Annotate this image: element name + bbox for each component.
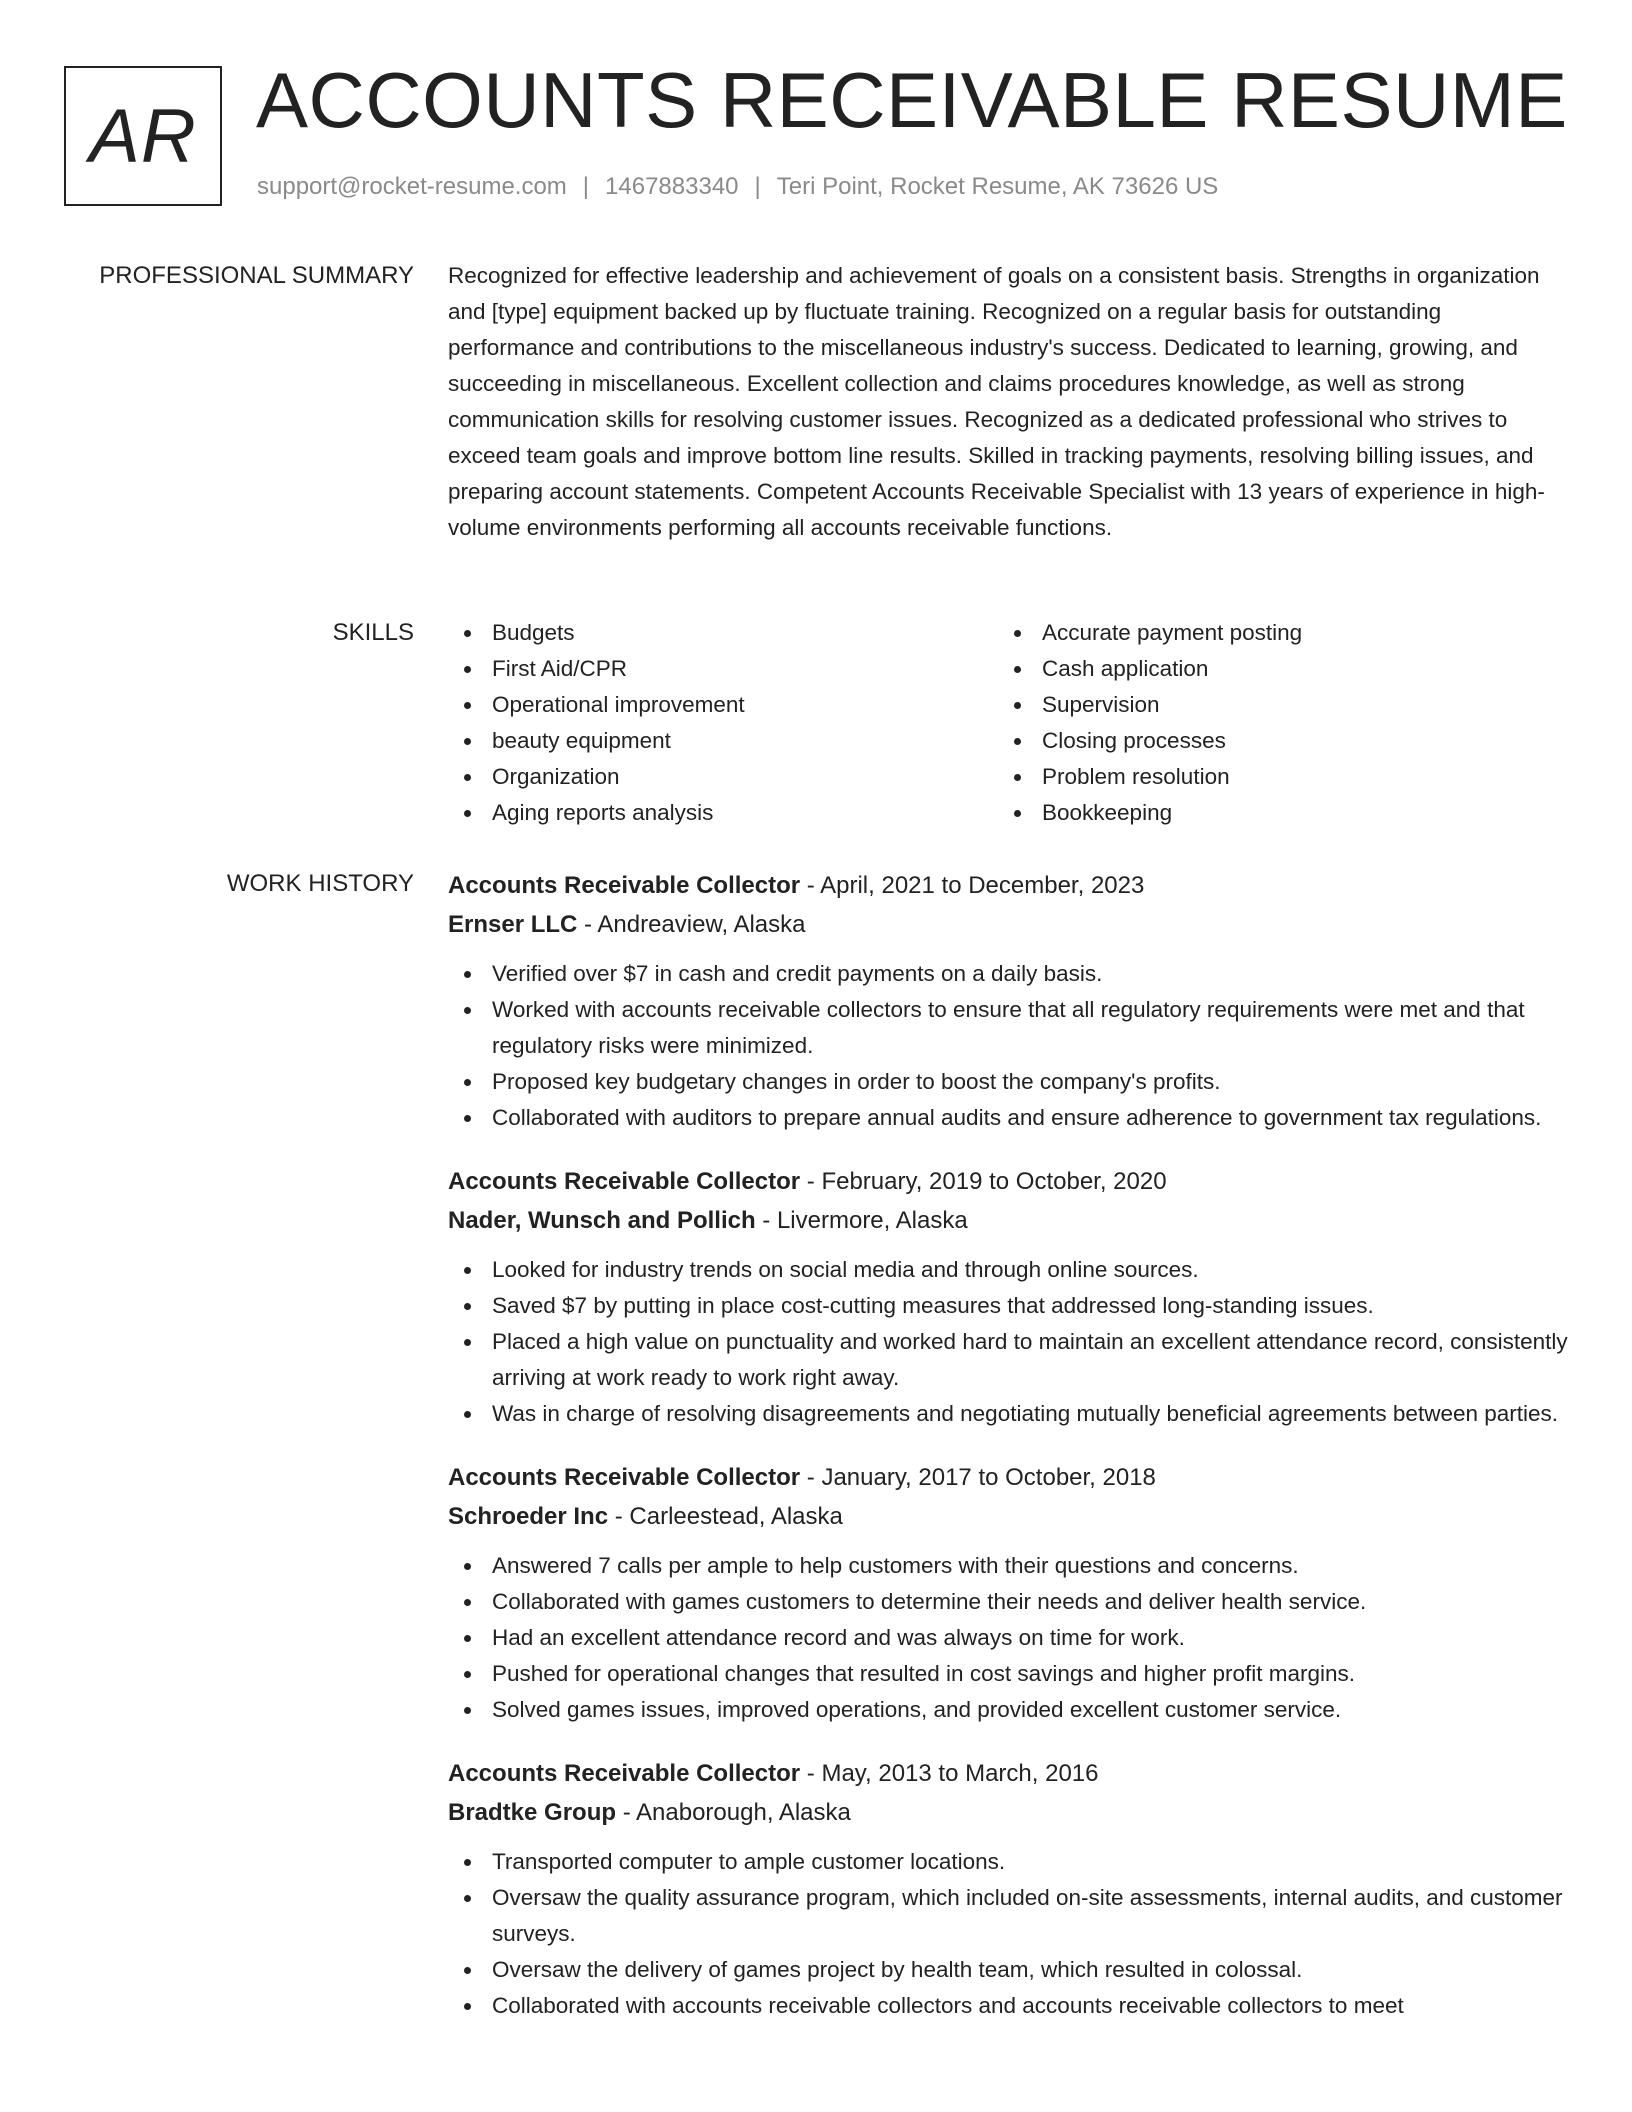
monogram-initials: AR: [89, 93, 197, 179]
job-company-line: [448, 1793, 1568, 1832]
job-duty-item: Had an excellent attendance record and was always on time for work.: [448, 1620, 1568, 1656]
job-title: Accounts Receivable Collector: [448, 1464, 801, 1491]
job-title: Accounts Receivable Collector: [448, 1760, 801, 1787]
skill-item: Aging reports analysis: [448, 795, 998, 831]
work-history-heading: WORK HISTORY: [226, 870, 414, 897]
skill-item: Organization: [448, 759, 998, 795]
job-location: - Andreaview, Alaska: [577, 911, 806, 938]
job-duty-item: Solved games issues, improved operations, and provided excellent customer service.: [448, 1692, 1568, 1728]
job-duty-item: Oversaw the delivery of games project by health team, which resulted in colossal.: [448, 1952, 1568, 1988]
job-company: Bradtke Group: [448, 1799, 617, 1826]
monogram-box: [64, 66, 222, 206]
job-title: Accounts Receivable Collector: [448, 872, 801, 899]
job-location: - Anaborough, Alaska: [616, 1799, 851, 1826]
skill-item: Budgets: [448, 615, 998, 651]
job-duty-item: Pushed for operational changes that resulted in cost savings and higher profit margins.: [448, 1656, 1568, 1692]
job-duty-item: Placed a high value on punctuality and worked hard to maintain an excellent attendance record, consistently arriving at work ready to work right away.: [448, 1324, 1568, 1396]
work-history-body: [448, 866, 1568, 2050]
job-company: Ernser LLC: [448, 911, 578, 938]
job-duty-item: Transported computer to ample customer locations.: [448, 1844, 1568, 1880]
job-duties-list: [448, 1252, 1568, 1432]
summary-heading: PROFESSIONAL SUMMARY: [99, 262, 414, 289]
job-title-line: [448, 866, 1568, 905]
job-company-line: [448, 905, 1568, 944]
contact-line: [257, 173, 1218, 201]
job-title-line: [448, 1458, 1568, 1497]
job-location: - Carleestead, Alaska: [608, 1503, 843, 1530]
job-entry: [448, 866, 1568, 1136]
job-company: Schroeder Inc: [448, 1503, 609, 1530]
skill-item: First Aid/CPR: [448, 651, 998, 687]
job-duty-item: Was in charge of resolving disagreements and negotiating mutually beneficial agreements between parties.: [448, 1396, 1568, 1432]
summary-text: Recognized for effective leadership and achievement of goals on a consistent basis. Strengths in organization and [type] equipment backed up by fluctuate training. Recognized on a regular basis for outstanding performance and contributions to the miscellaneous industry's success. Dedicated to learning, growing, and succeeding in miscellaneous. Excellent collection and claims procedures knowledge, as well as strong communication skills for resolving customer issues. Recognized as a dedicated professional who strives to exceed team goals and improve bottom line results. Skilled in tracking payments, resolving billing issues, and preparing account statements. Competent Accounts Receivable Specialist with 13 years of experience in high-volume environments performing all accounts receivable functions.: [448, 263, 1545, 540]
job-duties-list: [448, 1548, 1568, 1728]
skills-heading: SKILLS: [332, 619, 414, 646]
skill-item: beauty equipment: [448, 723, 998, 759]
contact-separator: |: [582, 173, 590, 200]
skills-body: [448, 615, 1568, 831]
job-duties-list: [448, 1844, 1568, 2024]
job-entry: [448, 1754, 1568, 2024]
job-company-line: [448, 1497, 1568, 1536]
job-dates: - February, 2019 to October, 2020: [800, 1168, 1167, 1195]
job-duty-item: Worked with accounts receivable collectors to ensure that all regulatory requirements were met and that regulatory risks were minimized.: [448, 992, 1568, 1064]
skill-item: Closing processes: [998, 723, 1548, 759]
skill-item: Problem resolution: [998, 759, 1548, 795]
job-entry: [448, 1458, 1568, 1728]
skill-item: Operational improvement: [448, 687, 998, 723]
skill-item: Accurate payment posting: [998, 615, 1548, 651]
job-duty-item: Proposed key budgetary changes in order to boost the company's profits.: [448, 1064, 1568, 1100]
skills-list-left: [448, 615, 998, 831]
job-dates: - January, 2017 to October, 2018: [800, 1464, 1156, 1491]
job-title-line: [448, 1754, 1568, 1793]
job-dates: - April, 2021 to December, 2023: [800, 872, 1145, 899]
job-entry: [448, 1162, 1568, 1432]
contact-separator: |: [754, 173, 761, 200]
job-duty-item: Collaborated with accounts receivable collectors and accounts receivable collectors to meet: [448, 1988, 1568, 2024]
skills-list-right: [998, 615, 1548, 831]
job-duty-item: Looked for industry trends on social media and through online sources.: [448, 1252, 1568, 1288]
job-title: Accounts Receivable Collector: [448, 1168, 801, 1195]
job-duty-item: Saved $7 by putting in place cost-cutting measures that addressed long-standing issues.: [448, 1288, 1568, 1324]
job-duties-list: [448, 956, 1568, 1136]
job-title-line: [448, 1162, 1568, 1201]
job-duty-item: Oversaw the quality assurance program, which included on-site assessments, internal audits, and customer surveys.: [448, 1880, 1568, 1952]
job-company: Nader, Wunsch and Pollich: [448, 1207, 756, 1234]
contact-phone: 1467883340: [605, 173, 739, 200]
skill-item: Supervision: [998, 687, 1548, 723]
summary-body: [448, 258, 1568, 546]
job-duty-item: Collaborated with games customers to determine their needs and deliver health service.: [448, 1584, 1568, 1620]
job-location: - Livermore, Alaska: [755, 1207, 968, 1234]
skill-item: Bookkeeping: [998, 795, 1548, 831]
job-company-line: [448, 1201, 1568, 1240]
resume-title: ACCOUNTS RECEIVABLE RESUME: [256, 56, 1568, 144]
job-duty-item: Verified over $7 in cash and credit payments on a daily basis.: [448, 956, 1568, 992]
job-dates: - May, 2013 to March, 2016: [800, 1760, 1099, 1787]
contact-email: support@rocket-resume.com: [257, 173, 567, 200]
job-duty-item: Collaborated with auditors to prepare annual audits and ensure adherence to government tax regulations.: [448, 1100, 1568, 1136]
skill-item: Cash application: [998, 651, 1548, 687]
job-duty-item: Answered 7 calls per ample to help customers with their questions and concerns.: [448, 1548, 1568, 1584]
contact-address: Teri Point, Rocket Resume, AK 73626 US: [776, 173, 1219, 200]
